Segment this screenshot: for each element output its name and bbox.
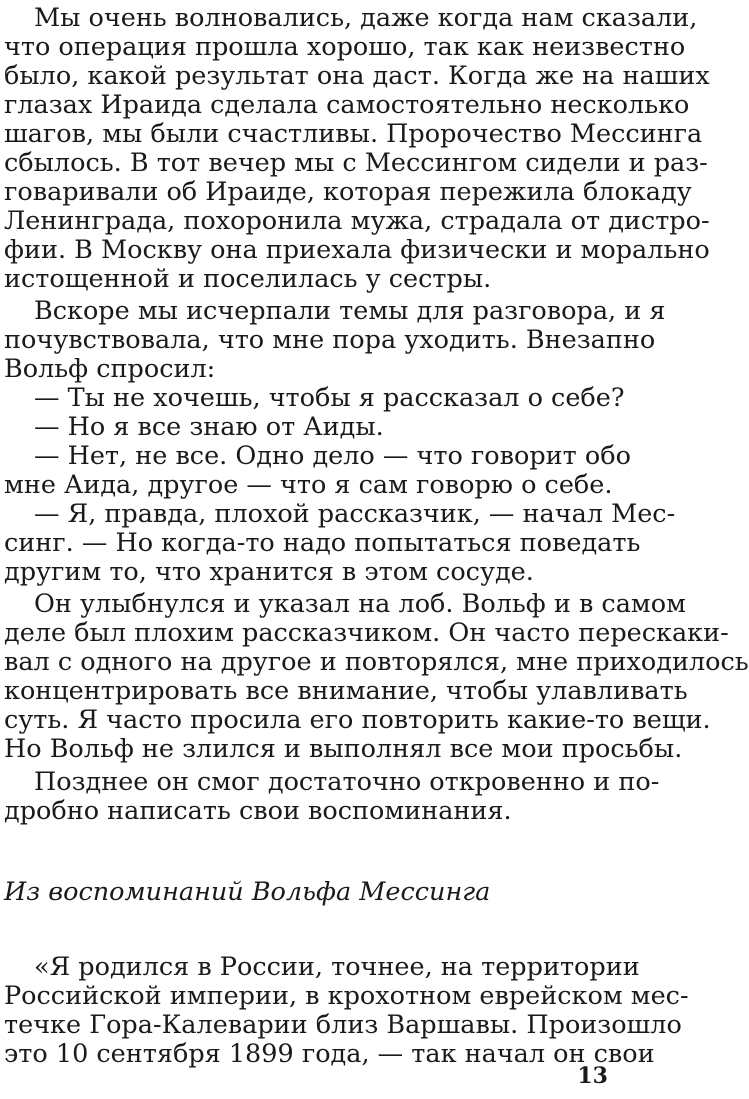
text-line: другим то, что хранится в этом сосуде. [4, 557, 534, 587]
text-line: фии. В Москву она приехала физически и морально [4, 235, 710, 265]
text-line: дробно написать свои воспоминания. [4, 796, 512, 826]
text-line: Позднее он смог достаточно откровенно и по- [34, 767, 660, 797]
section-heading: Из воспоминаний Вольфа Мессинга [4, 877, 491, 907]
text-line: истощенной и поселилась у сестры. [4, 264, 492, 294]
text-line: — Ты не хочешь, чтобы я рассказал о себе? [34, 383, 625, 413]
text-line: Но Вольф не злился и выполнял все мои просьбы. [4, 734, 683, 764]
text-line: мне Аида, другое — что я сам говорю о себе. [4, 470, 613, 500]
text-line: Мы очень волновались, даже когда нам сказали, [34, 3, 698, 33]
text-line: суть. Я часто просила его повторить какие-то вещи. [4, 705, 711, 735]
text-line: — Но я все знаю от Аиды. [34, 412, 384, 442]
text-line: глазах Ираида сделала самостоятельно несколько [4, 90, 690, 120]
text-line: синг. — Но когда-то надо попытаться поведать [4, 528, 641, 558]
text-line: Вольф спросил: [4, 354, 216, 384]
text-line: Российской империи, в крохотном еврейском мес- [4, 981, 689, 1011]
text-line: деле был плохим рассказчиком. Он часто перескаки- [4, 618, 729, 648]
text-line: шагов, мы были счастливы. Пророчество Мессинга [4, 119, 703, 149]
text-line: что операция прошла хорошо, так как неизвестно [4, 32, 686, 62]
text-line: Ленинграда, похоронила мужа, страдала от дистро- [4, 206, 710, 236]
page-number: 13 [577, 1063, 608, 1089]
text-line: «Я родился в России, точнее, на территории [34, 952, 640, 982]
text-line: течке Гора-Калеварии близ Варшавы. Произошло [4, 1010, 682, 1040]
text-line: концентрировать все внимание, чтобы улавливать [4, 676, 688, 706]
text-line: говаривали об Ираиде, которая пережила блокаду [4, 177, 692, 207]
text-line: было, какой результат она даст. Когда же на наших [4, 61, 710, 91]
text-line: — Я, правда, плохой рассказчик, — начал Мес- [34, 499, 676, 529]
text-line: почувствовала, что мне пора уходить. Внезапно [4, 325, 656, 355]
text-line: Он улыбнулся и указал на лоб. Вольф и в самом [34, 589, 686, 619]
text-line: Вскоре мы исчерпали темы для разговора, и я [34, 296, 666, 326]
text-line: это 10 сентября 1899 года, — так начал он свои [4, 1039, 655, 1069]
text-line: — Нет, не все. Одно дело — что говорит обо [34, 441, 631, 471]
text-line: вал с одного на другое и повторялся, мне приходилось [4, 647, 749, 677]
text-line: сбылось. В тот вечер мы с Мессингом сидели и раз- [4, 148, 708, 178]
